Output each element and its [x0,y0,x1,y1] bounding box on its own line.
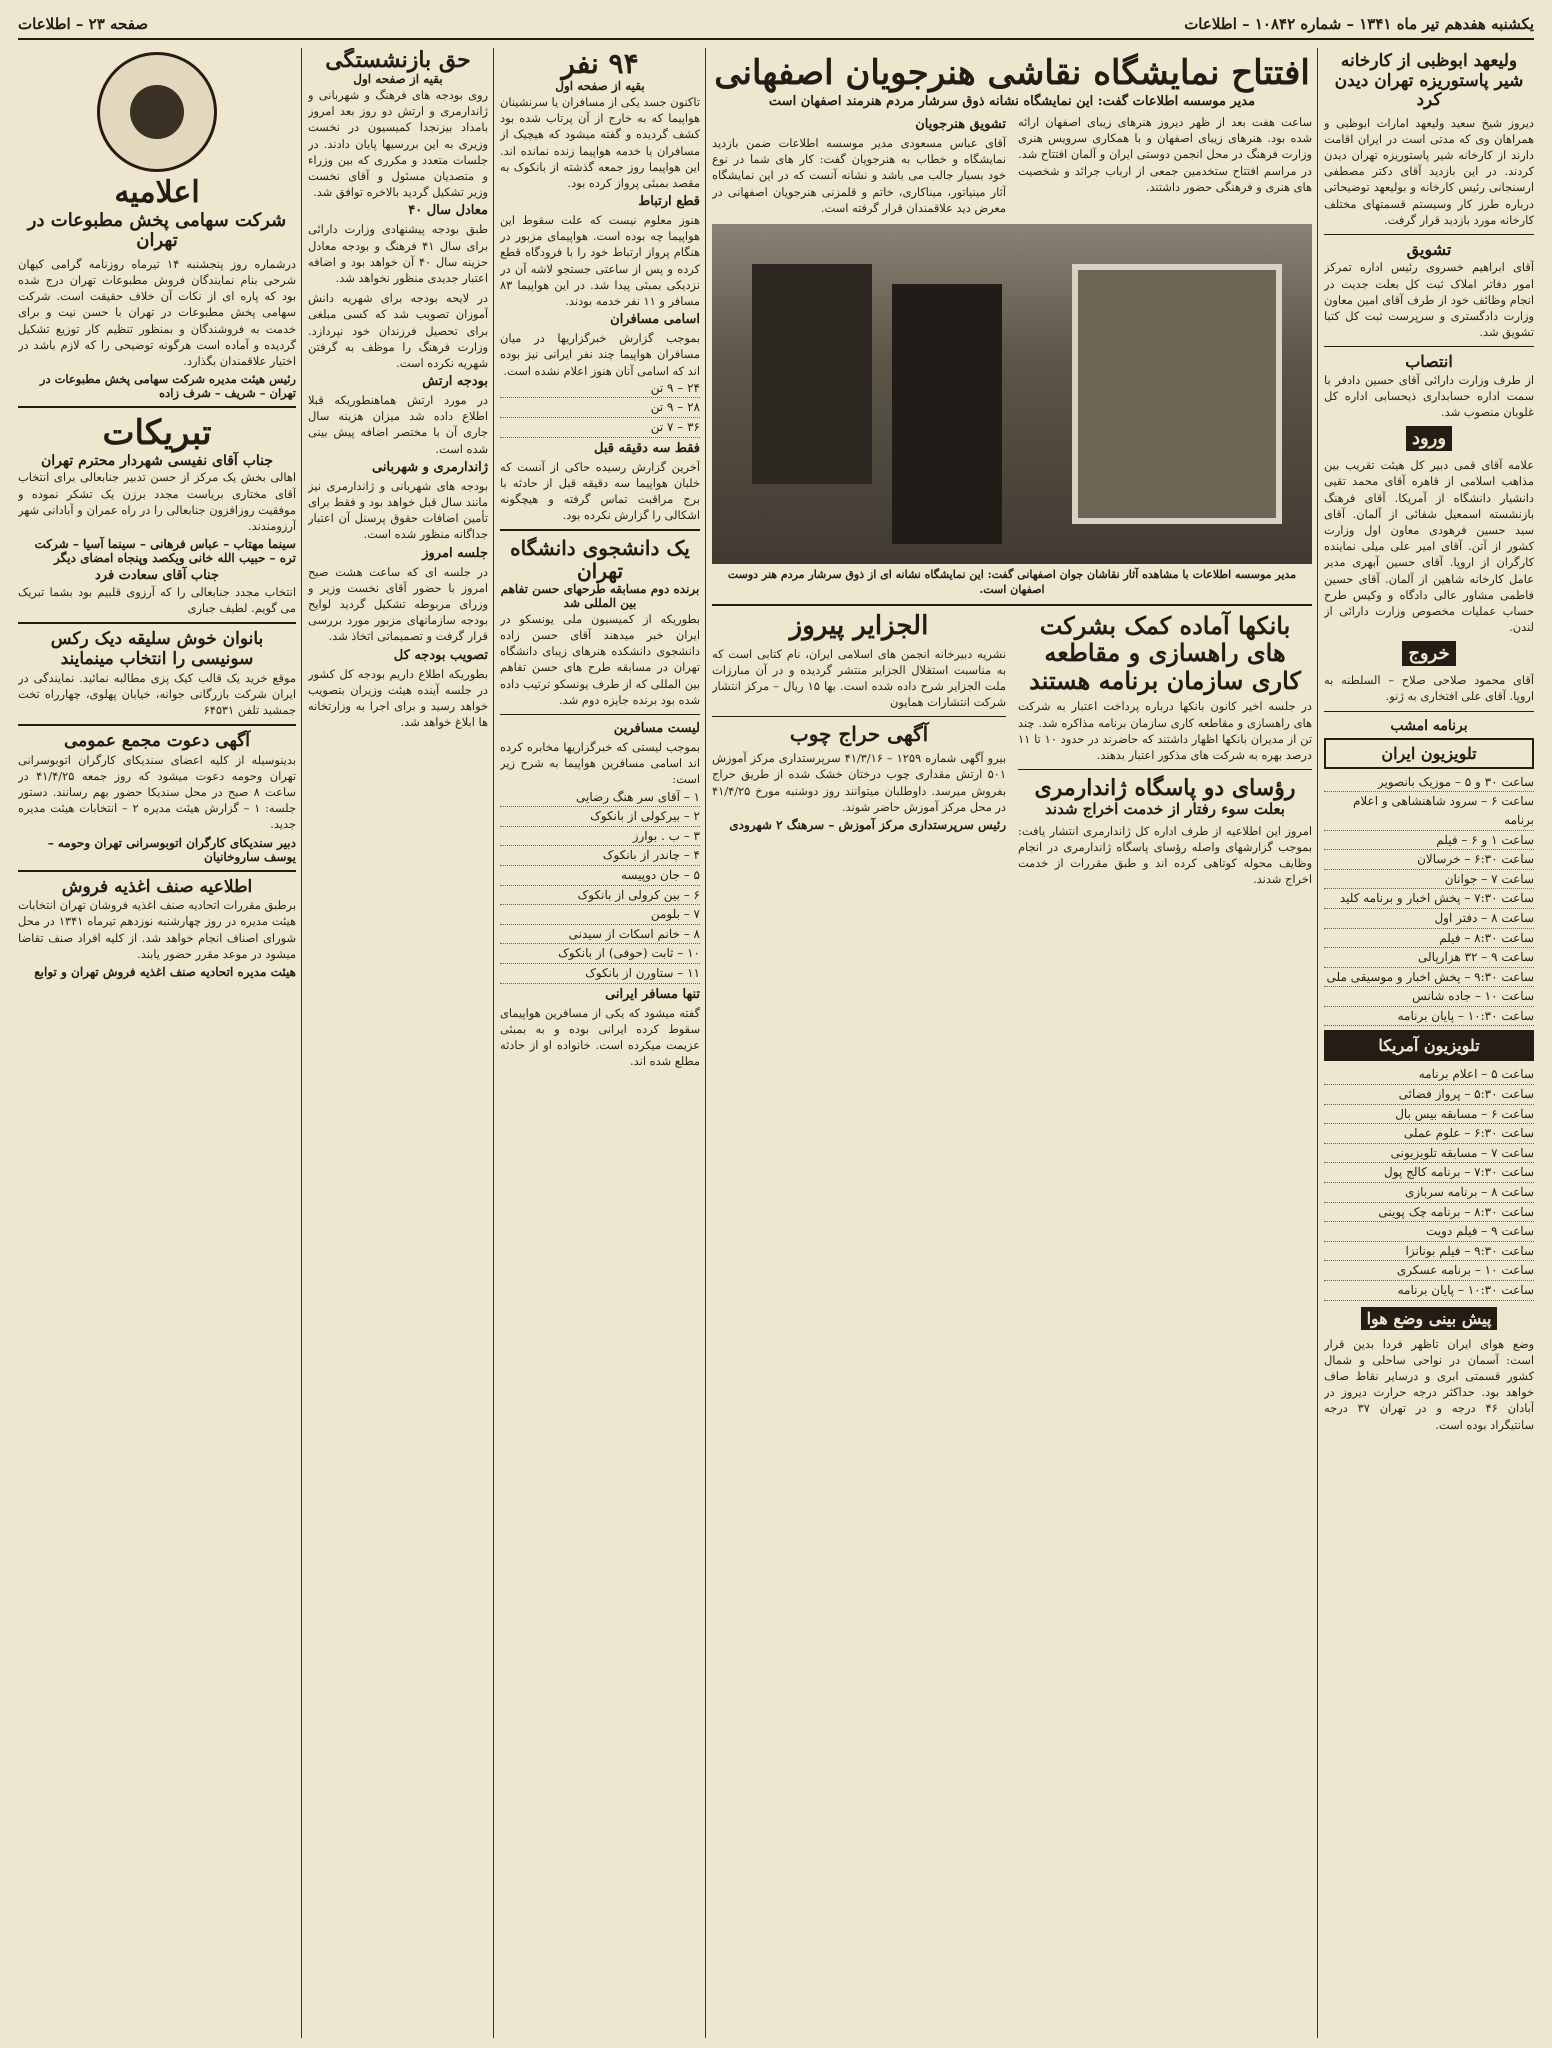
newspaper-page [18,10,1534,2038]
departures-list: آقای محمود صلاحی صلاح – السلطنه به اروپا. آقای علی افتخاری به ژنو. [1324,673,1534,704]
tv-usa-schedule-item: ساعت ۶ – مسابقه بیس بال [1324,1105,1534,1125]
article-exhibition-part1: ساعت هفت بعد از ظهر دیروز هنرهای زیبای اصفهان ارائه شده بود. هنرهای زیبای اصفهان و با همکاری سرویس هنری وزارت فرهنگ در محل انجمن دوستی ایران و آلمان افتتاح شد. در مراسم افتتاح ستخدمین جمعی از ارباب جرائد و شخصیت های هنری و فرهنگی حضور داشتند. [1018,115,1312,194]
tv-usa-schedule-item: ساعت ۸ – برنامه سربازی [1324,1183,1534,1203]
subhead-iranian: تنها مسافر ایرانی [605,986,700,1002]
congrats-addressee: جناب آقای نفیسی شهردار محترم تهران [40,453,274,470]
tv-iran-schedule-item: ساعت ۱۰:۳۰ – پایان برنامه [1324,1007,1534,1027]
subhead-gendarmerie-police: ژاندارمری و شهربانی [372,459,488,475]
tonnage-list [500,379,700,438]
divider [18,622,296,624]
deck-student: برنده دوم مسابقه طرحهای حسن تفاهم بین المللی شد [500,582,700,611]
exhibition-photo [712,224,1312,564]
passenger-item: ۲ – بیرکولی از بانکوک [500,807,700,827]
article-94-part4: آخرین گزارش رسیده حاکی از آنست که خلبان هواپیما سه دقیقه قبل از حادثه با برج مراقبت تماس گرفته و هیچگونه اشکالی را گزارش نکرده بود. [500,459,700,523]
divider [18,406,296,408]
subhead-lost-contact: قطع ارتباط [638,194,700,210]
article-pension-part3: در لایحه بودجه برای شهریه دانش آموزان تصویب شد که کسی مبلغی برای تحصیل فرزندان خود نپردازد. وزارت فرهنگ را موظف به گرفتن شهریه نکرده است. [308,291,488,370]
subhead-army-budget: بودجه ارتش [422,374,488,390]
tv-usa-logo: تلویزیون آمریکا [1324,1030,1534,1061]
column-rule [705,48,706,2038]
masthead-date: یکشنبه هفدهم تیر ماه ۱۳۴۱ – شماره ۱۰۸۴۲ – اطلاعات [1184,15,1534,33]
tv-usa-schedule-item: ساعت ۸:۳۰ – برنامه چک پوینی [1324,1203,1534,1223]
tv-iran-schedule [1324,773,1534,1027]
deck-gendarmerie: بعلت سوء رفتار از خدمت اخراج شدند [1045,800,1285,819]
arrivals-list: علامه آقای قمی دبیر کل هیئت تقریب بین مذاهب اسلامی از قاهره آقای محمد تقیی دانشیار دانشگاه از آمریکا. آقای فرهنگ بازنشسته اسمعیل شفائی از آلمان. آقای سید حسین فرهودی معاون اول وزارت کشور از آتن. آقای امیر علی میلی نماینده کارگران از اروپا. آقای حسین آبهری مدیر عامل کارخانه شاهین از آلمان. آقای حسین فاطمی مشاور عالی دادگاه و وکیس طرح حساب عملیات مخصوص وزارت دارائی از لندن. [1324,458,1534,635]
article-algeria: نشریه دبیرخانه انجمن های اسلامی ایران، نام کتابی است که به مناسبت استقلال الجزایر منتشر گردیده و در آن مبارزات ملت الجزایر شرح داده شده است. بها ۱۵ ریال – مرکز انتشار شرکت انتشارات همایون [712,646,1006,710]
headline-wood-auction: آگهی حراج چوب [789,722,929,747]
masthead-page: صفحه ۲۳ – اطلاعات [18,15,149,33]
tv-iran-logo: تلویزیون ایران [1324,738,1534,769]
notice-body: درشماره روز پنجشنبه ۱۴ تیرماه روزنامه گرامی کیهان شرحی بنام نمایندگان فروش مطبوعات تهران درج شده بود که پاره ای از نکات آن خلاف حقیقت است. شرکت سهامی پخش مطبوعات در تهران با حسن نیت و برای خدمت به فروشندگان و بمنظور تنظیم کار توزیع تشکیل گردیده و آماده است هرگونه توضیحی را که لازم باشد در اختیار علاقمندان بگذارد. [18,256,296,368]
subhead-encouragement: تشویق هنرجویان [915,117,1006,133]
headline-exhibition: افتتاح نمایشگاه نقاشی هنرجویان اصفهانی [714,53,1310,93]
notice-subtitle: شرکت سهامی پخش مطبوعات در تهران [27,209,287,252]
congrats-signers: سینما مهتاب – عباس فرهانی – سینما آسیا – شرکت تره – حبیب الله خانی ویکصد وپنجاه امضای دیگر [34,537,296,566]
divider [500,714,700,715]
weather-report: وضع هوای ایران تاظهر فردا بدین قرار است: آسمان در نواحی ساحلی و شمال کشور قسمتی ابری و درسایر نقاط صاف خواهد بود. حداکثر درجه حرارت دیروز در آبادان ۴۶ درجه و در تهران ۳۷ درجه سانتیگراد بوده است. [1324,1336,1534,1432]
tv-usa-schedule-item: ساعت ۱۰:۳۰ – پایان برنامه [1324,1281,1534,1301]
subhead-total-budget: تصویب بودجه کل [393,647,488,663]
headline-gendarmerie: رؤسای دو پاسگاه ژاندارمری [1034,775,1296,802]
ad-food-body: برطبق مقررات اتحادیه صنف اغذیه فروشان تهران انتخابات هیئت مدیره در روز چهارشنبه نوزدهم تیرماه ۱۳۴۱ در محل شورای اصناف انجام خواهد شد. از کلیه افراد صنف تقاضا میشود در موعد مقرر حضور یابند. [18,898,296,961]
headline-94: ۹۴ نفر [561,48,639,80]
subhead-today-session: جلسه امروز [422,545,488,561]
ad-assembly-title: آگهی دعوت مجمع عمومی [63,731,251,752]
passenger-item: ۳ – ب . بوارز [500,827,700,847]
passenger-item: ۴ – چاندر از بانکوک [500,846,700,866]
passenger-list [500,788,700,984]
divider [712,716,1006,717]
tv-usa-schedule-item: ساعت ۹ – فیلم دویت [1324,1222,1534,1242]
arrivals-banner: ورود [1406,426,1452,451]
headline-congrats: تبریکات [102,413,212,454]
column-notices [18,48,296,2038]
divider [18,724,296,726]
passenger-item: ۷ – بلومن [500,905,700,925]
headline-student: یک دانشجوی دانشگاه تهران [510,536,690,584]
passenger-item: ۶ – بین کرولی از بانکوک [500,886,700,906]
divider [1324,234,1534,235]
article-94-part3: بموجب گزارش خبرگزاریها در میان مسافران هواپیما چند نفر ایرانی نیز بوده اند که اسامی آنان هنوز اعلام نشده است. [500,331,700,378]
headline-encouragement: تشویق [1406,239,1452,259]
article-pension-part6: در جلسه ای که ساعت هشت صبح امروز با حضور آقای نخست وزیر و وزرای مربوطه تشکیل گردید لوایح بودجه سازمانهای مزبور مورد بررسی قرار گرفت و تصمیماتی اتخاذ شد. [308,564,488,644]
ad-assembly-body: بدینوسیله از کلیه اعضای سندیکای کارگران اتوبوسرانی تهران وحومه دعوت میشود که روز جمعه ۴۱/۴/۲۵ در ساعت ۸ صبح در محل سندیکا حضور بهم رسانند. دستور جلسه: ۱ – گزارش هیئت مدیره ۲ – انتخابات هیئت مدیره جدید. [18,752,296,832]
passenger-item: ۱۰ – ثابت (حوفی) از بانکوک [500,944,700,964]
ad-cake-body: موقع خرید یک قالب کیک پزی مطالبه نمائید. نمایندگی در ایران شرکت بازرگانی جوانه، خیابان پهلوی، چهارراه تخت جمشید تلفن ۶۴۵۳۱ [18,670,296,717]
tv-usa-schedule-item: ساعت ۱۰ – برنامه عسکری [1324,1261,1534,1281]
tv-usa-schedule [1324,1065,1534,1300]
ad-assembly-sign: دبیر سندیکای کارگران اتوبوسرانی تهران وحومه – یوسف ساروخانیان [47,835,296,864]
divider [500,529,700,531]
ad-cake-title: بانوان خوش سلیقه دیک رکس سونیسی را انتخاب مینمایند [50,629,264,669]
tv-iran-schedule-item: ساعت ۹ – ۳۲ هزارپالی [1324,948,1534,968]
headline-notice: اعلامیه [114,175,200,210]
notice-sign: رئیس هیئت مدیره شرکت سهامی پخش مطبوعات در تهران – شریف – شرف زاده [39,372,296,401]
passenger-item: ۵ – جان دوپیسه [500,866,700,886]
divider [1324,346,1534,347]
congrats2-addressee: جناب آقای سعادت فرد [94,568,220,584]
article-pension-part4: در مورد ارتش هماهنطوریکه قبلا اطلاع داده شد میزان هزینه سال جاری آن با مختصر اضافه پیش بینی شده است. [308,393,488,456]
article-abudhabi: دیروز شیخ سعید ولیعهد امارات ابوظبی و همراهان وی که مدتی است در ایران اقامت دارند از کارخانه شیر پاستوریزه تهران دیدن کردند. در این بازدید آقای دکتر مصطفی ارسنجانی رئیس کارخانه و بولیعهد توضیحاتی درباره طرز کار وسیستم قسمتهای مختلف کارخانه مورد بازدید قرار گرفت. [1324,115,1534,227]
article-passenger-intro: بموجب لیستی که خبرگزاریها مخابره کرده اند اسامی مسافرین هواپیما به شرح زیر است: [500,740,700,787]
photo-caption: مدیر موسسه اطلاعات با مشاهده آثار نقاشان جوان اصفهانی گفت: این نمایشگاه نشانه ای از ذوق سرشار مردم هنر دوست اصفهان است. [727,567,1297,596]
column-pension [308,48,488,2038]
article-94-part1: تاکنون جسد یکی از مسافران یا سرنشینان هواپیما که به خارج از آن پرتاب شده بود کشف گردیده و گفته میشود که هیچیک از مسافران یا خدمه هواپیما زنده نمانده اند. این هواپیما روز جمعه گذشته از بانکوک به مقصد بمبئی پرواز کرده بود. [500,94,700,190]
photo-figure-right [892,284,1002,544]
departures-banner: خروج [1402,641,1455,666]
article-encouragement: آقای ابراهیم خسروی رئیس اداره تمرکز امور دفاتر املاک ثبت کل بعلت جدیت در انجام وظائف خود از طرف آقای امین معاون وزارت دادگستری و سرپرست ثبت کل کتبا تشویق شد. [1324,260,1534,340]
divider [1324,711,1534,712]
passenger-item: ۱ – آقای سر هنگ رضایی [500,788,700,808]
tv-iran-schedule-item: ساعت ۱۰ – جاده شانس [1324,987,1534,1007]
article-iranian: گفته میشود که یکی از مسافرین هواپیمای سقوط کرده ایرانی بوده و به بمبئی عزیمت میکرده است. خانواده او از حادثه مطلع شده اند. [500,1005,700,1069]
headline-pension: حق بازنشستگی [325,48,471,73]
weather-banner: پیش بینی وضع هوا [1361,1307,1498,1330]
tv-usa-schedule-item: ساعت ۶:۳۰ – علوم عملی [1324,1124,1534,1144]
article-94-part2: هنوز معلوم نیست که علت سقوط این هواپیما چه بوده است. هواپیمای مزبور در هنگام پرواز ارتباط خود را با فرودگاه قطع کرده و پس از ساعتی جستجو لاشه آن در نزدیکی بمبئی پیدا شد. در این هواپیما ۸۳ مسافر و ۱۱ نفر خدمه بودند. [500,213,700,309]
wood-auction-sign: رئیس سرپرستداری مرکز آموزش – سرهنگ ۲ شهرودی [729,818,1006,833]
subhead-three-minutes: فقط سه دقیقه قبل [593,440,700,456]
tv-iran-schedule-item: ساعت ۹:۳۰ – پخش اخبار و موسیقی ملی [1324,968,1534,988]
subhead-year-40: معادل سال ۴۰ [408,203,488,219]
headline-appointment: انتصاب [1405,352,1453,372]
column-rule [301,48,302,2038]
tv-usa-schedule-item: ساعت ۵:۳۰ – پرواز فضائی [1324,1085,1534,1105]
article-student: بطوریکه از کمیسیون ملی یونسکو در ایران خبر میدهند آقای حسن زاده دانشجوی دانشکده هنرهای زیبای دانشگاه تهران در مسابقه طرح های حسن تفاهم بین المللی که از طرف یونسکو ترتیب داده شده بود برنده جایزه دوم شد. [500,611,700,707]
passenger-item: ۱۱ – ستاورن از بانکوک [500,964,700,984]
article-pension-part1: روی بودجه های فرهنگ و شهربانی و ژاندارمری و ارتش دو روز بعد امروز بامداد بیزنجدا کمیسیون در نخست وزیری به این بررسیها پایان دادند. در جلسات متعدد و مکرری که بین وزراء و متصدیان مسئول و آقای نخست وزیر تشکیل گردید بالاخره توافق شد. [308,88,488,200]
column-main [712,48,1312,2038]
subhead-passengers: اسامی مسافران [610,312,700,328]
photo-figure-left [752,264,872,484]
article-pension-part7: بطوریکه اطلاع داریم بودجه کل کشور در جلسه آینده هیئت وزیران بتصویب خواهد رسید و برای اجرا به وزارتخانه ها ابلاغ خواهد شد. [308,666,488,730]
column-crash [500,48,700,2038]
passenger-item: ۸ – خانم اسکات از سیدنی [500,925,700,945]
ad-food-sign: هیئت مدیره اتحادیه صنف اغذیه فروش تهران و توابع [34,964,296,979]
divider [712,604,1312,606]
photo-painting [1072,264,1282,524]
tv-iran-schedule-item: ساعت ۱ و ۶ – فیلم [1324,831,1534,851]
tv-usa-schedule-item: ساعت ۷:۳۰ – برنامه کالج پول [1324,1163,1534,1183]
article-wood-auction: بیرو آگهی شماره ۱۲۵۹ – ۴۱/۳/۱۶ سرپرستداری مرکز آموزش ۵۰۱ ارتش مقداری چوب درختان خشک شده از طریق حراج بفروش میرسد. داوطلبان میتوانند روز دوشنبه مورخ ۴۱/۴/۲۵ در محل مرکز آموزش حاضر شوند. [712,751,1007,814]
article-appointment: از طرف وزارت دارائی آقای حسین دادفر با سمت اداره حسابداری ذیحسابی اداره کل غلوبان منصوب شد. [1324,372,1534,420]
column-briefs [1324,48,1534,2038]
masthead [18,10,1534,40]
tonnage-item: ۳۶ – ۷ تن [500,418,700,438]
tonnage-item: ۲۸ – ۹ تن [500,398,700,418]
article-pension-part5: بودجه های شهربانی و ژاندارمری نیز مانند سال قبل خواهد بود و فقط برای تأمین اضافات حقوق پرسنل آن اعتبار جداگانه منظور شده است. [308,478,488,542]
tv-iran-schedule-item: ساعت ۶:۳۰ – خرسالان [1324,850,1534,870]
tv-iran-schedule-item: ساعت ۳۰ و ۵ – موزیک بانصویر [1324,773,1534,793]
tv-iran-schedule-item: ساعت ۸ – دفتر اول [1324,909,1534,929]
column-rule [493,48,494,2038]
congrats-body: اهالی بخش یک مرکز از حسن تدبیر جنابعالی برای انتخاب آقای مختاری بریاست مجدد برزن یک تشکر نموده و موفقیت روزافزون جنابعالی را در راه عمران و آبادانی شهر آرزومندند. [18,470,296,533]
divider [18,870,296,872]
article-pension-part2: طبق بودجه پیشنهادی وزارت دارائی برای سال ۴۱ فرهنگ و بودجه معادل حزینه سال ۴۰ آن خواهد بود و اضافه اعتبار جدیدی منظور نخواهد شد. [308,222,488,285]
article-gendarmerie: امروز این اطلاعیه از طرف اداره کل ژاندارمری انتشار یافت: بموجب گزارشهای واصله رؤسای پاسگاه ژاندارمری در انجام وظایف محوله کوتاهی کرده اند و طبق مقررات از خدمت اخراج شدند. [1018,823,1312,887]
tv-usa-schedule-item: ساعت ۹:۳۰ – فیلم بونانزا [1324,1242,1534,1262]
tv-iran-schedule-item: ساعت ۸:۳۰ – فیلم [1324,929,1534,949]
tonnage-item: ۲۴ – ۹ تن [500,379,700,399]
congrats2-body: انتخاب مجدد جنابعالی را که آرزوی قلبیم بود بشما تبریک می گویم. لطیف جباری [18,585,296,616]
tv-iran-schedule-item: ساعت ۷ – جوانان [1324,870,1534,890]
article-banks: در جلسه اخیر کانون بانکها درباره پرداخت اعتبار به شرکت های راهسازی و مقاطعه کاری سازمان برنامه مذاکره شد. چند تن از مدیران بانکها اظهار داشتند که حاضرند در حدود ۱۰ تا ۱۱ درصد بهره به شرکت های مذکور اعتبار بدهند. [1018,699,1312,762]
tv-iran-schedule-item: ساعت ۶ – سرود شاهنشاهی و اعلام برنامه [1324,792,1534,830]
kicker-94: بقیه از صفحه اول [555,79,645,94]
ad-food-title: اطلاعیه صنف اغذیه فروش [61,876,253,897]
stamp-logo [97,52,217,172]
headline-abudhabi: ولیعهد ابوظبی از کارخانه شیر پاستوریزه تهران دیدن کرد [1334,51,1524,111]
kicker-pension: بقیه از صفحه اول [353,72,443,87]
tonight-heading: برنامه امشب [1390,717,1468,734]
tv-iran-schedule-item: ساعت ۷:۳۰ – پخش اخبار و برنامه کلید [1324,889,1534,909]
tv-usa-schedule-item: ساعت ۷ – مسابقه تلویزیونی [1324,1144,1534,1164]
deck-exhibition: مدیر موسسه اطلاعات گفت: این نمایشگاه نشانه ذوق سرشار مردم هنرمند اصفهان است [768,94,1256,110]
divider [1018,769,1312,770]
tv-usa-schedule-item: ساعت ۵ – اعلام برنامه [1324,1065,1534,1085]
article-exhibition-part2: آقای عباس مسعودی مدیر موسسه اطلاعات ضمن بازدید نمایشگاه و خطاب به هنرجویان گفت: کار های شما در نوع خود بسیار جالب می باشد و نشانه آنست که در این نمایشگاه آثار مینیاتور، میناکاری، خاتم و قلمزنی هنرجویان اصفهانی در معرض دید علاقمندان قرار گرفته است. [712,136,1006,215]
headline-banks: بانکها آماده کمک بشرکت های راهسازی و مقاطعه کاری سازمان برنامه هستند [1029,610,1301,695]
column-rule [1317,48,1318,2038]
subhead-passenger-list: لیست مسافرین [613,721,700,737]
headline-algeria: الجزایر پیروز [789,610,929,641]
